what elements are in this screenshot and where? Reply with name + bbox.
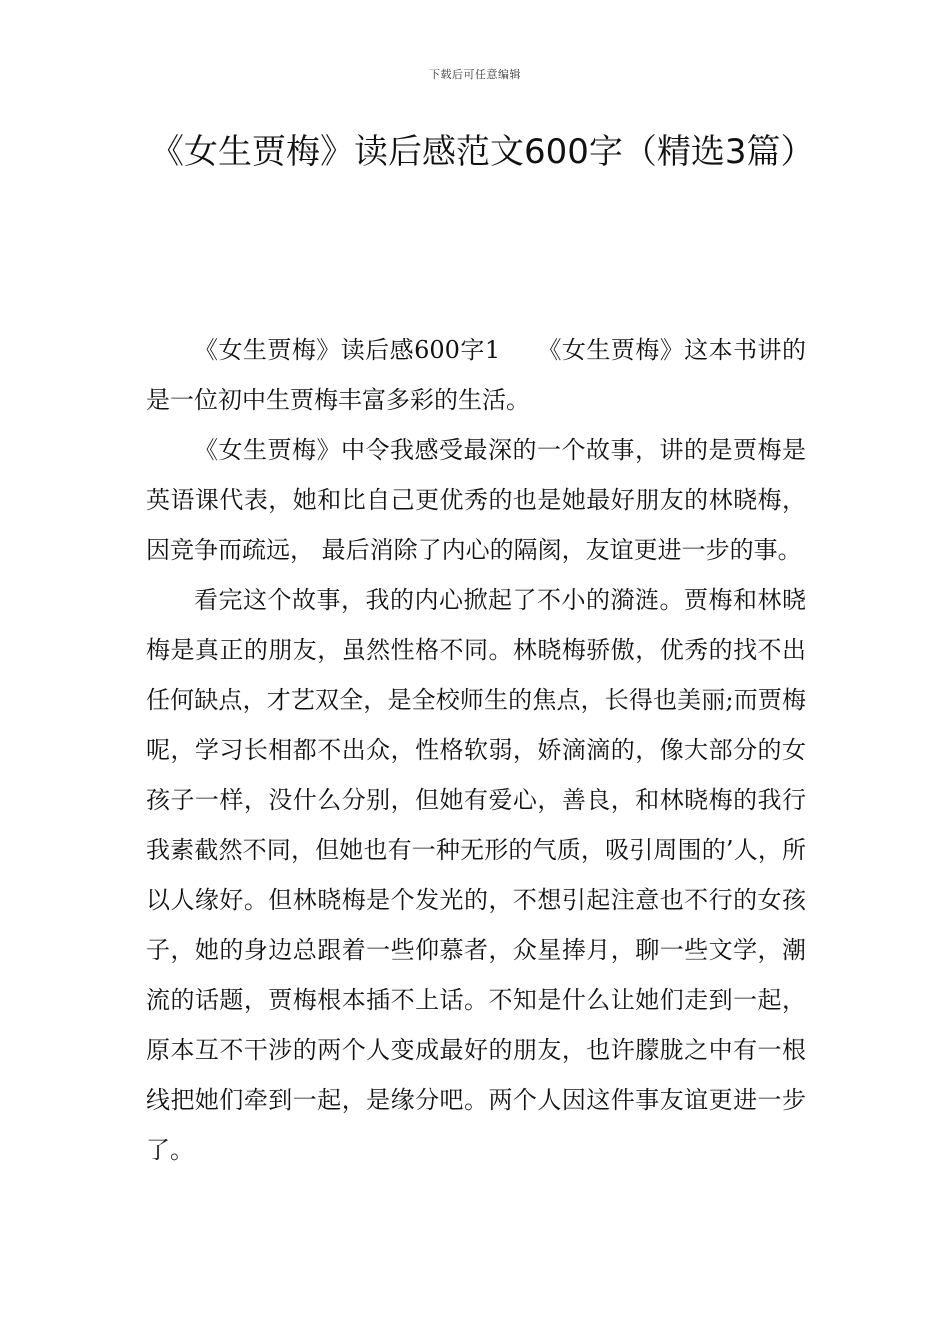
paragraph-1: 《女生贾梅》读后感600字1 《女生贾梅》这本书讲的是一位初中生贾梅丰富多彩的生活。 bbox=[146, 336, 806, 414]
paragraph-2: 《女生贾梅》中令我感受最深的一个故事，讲的是贾梅是英语课代表，她和比自己更优秀的也是她最好朋友的林晓梅，因竞争而疏远， 最后消除了内心的隔阂，友谊更进一步的事。 bbox=[146, 436, 806, 564]
paragraph-3: 看完这个故事，我的内心掀起了不小的漪涟。贾梅和林晓梅是真正的朋友，虽然性格不同。林晓梅骄傲，优秀的找不出任何缺点，才艺双全，是全校师生的焦点，长得也美丽;而贾梅呢，学习长相都不出众，性格软弱，娇滴滴的，像大部分的女孩子一样，没什么分别，但她有爱心，善良，和林晓梅的我行我素截然不同，但她也有一种无形的气质，吸引周围的’人，所以人缘好。但林晓梅是个发光的，不想引起注意也不行的女孩子，她的身边总跟着一些仰慕者，众星捧月，聊一些文学，潮流的话题，贾梅根本插不上话。不知是什么让她们走到一起，原本互不干涉的两个人变成最好的朋友，也许朦胧之中有一根线把她们牵到一起，是缘分吧。两个人因这件事友谊更进一步了。 bbox=[146, 586, 806, 1164]
header-note: 下载后可任意编辑 bbox=[429, 68, 521, 81]
document-title: 《女生贾梅》读后感范文600字（精选3篇） bbox=[150, 132, 815, 172]
document-body bbox=[146, 325, 806, 1175]
